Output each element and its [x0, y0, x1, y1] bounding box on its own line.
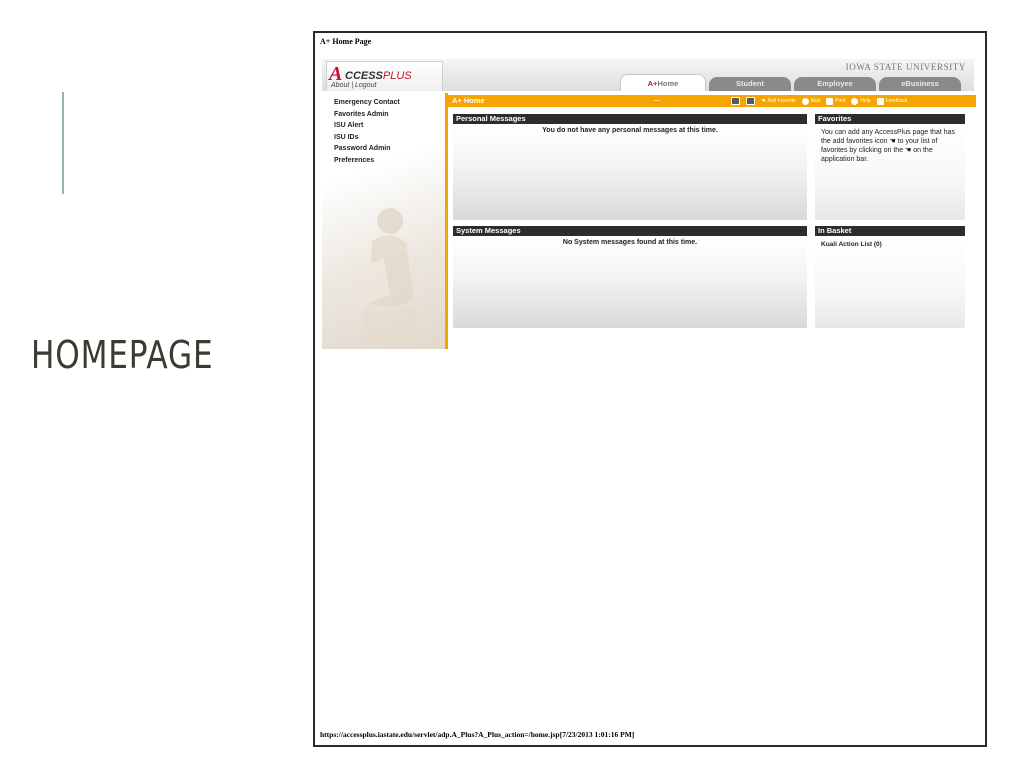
- university-name: IOWA STATE UNIVERSITY: [845, 62, 966, 72]
- browser-screenshot: [313, 31, 987, 747]
- personal-messages-panel: [453, 114, 807, 220]
- slide-title: HOMEPAGE: [31, 333, 214, 377]
- panel-heading: In Basket: [815, 226, 965, 236]
- sidebar-item-favorites-admin[interactable]: Favorites Admin: [334, 110, 389, 118]
- logo-word: CCESSPLUS: [345, 70, 412, 82]
- page-title: A+ Home Page: [320, 37, 372, 46]
- favorites-panel: [815, 114, 965, 220]
- sidebar-item-password-admin[interactable]: Password Admin: [334, 145, 391, 152]
- logo-letter: A: [329, 63, 343, 85]
- site-header: [322, 59, 974, 91]
- tab-employee[interactable]: Employee: [794, 77, 876, 91]
- panel-heading: System Messages: [453, 226, 807, 236]
- feedback-icon: [877, 98, 884, 105]
- panel-body: [453, 124, 807, 220]
- sidebar-item-isu-alert[interactable]: ISU Alert: [334, 122, 364, 129]
- app-dash: —: [653, 96, 660, 104]
- sidebar-item-preferences[interactable]: Preferences: [334, 156, 375, 164]
- next-icon[interactable]: [746, 97, 755, 105]
- panel-body: [815, 236, 965, 328]
- logo-plus: PLUS: [382, 70, 412, 82]
- panel-heading: Favorites: [815, 114, 965, 124]
- print-icon: [826, 98, 833, 105]
- slide-accent-rule: [62, 92, 64, 194]
- panel-heading: Personal Messages: [453, 114, 807, 124]
- help-button[interactable]: [851, 98, 870, 105]
- app-title: A+ Home: [452, 96, 485, 105]
- kuali-action-list-link[interactable]: Kuali Action List (0): [821, 241, 882, 248]
- add-favorite-button[interactable]: [761, 98, 796, 104]
- empty-message: No System messages found at this time.: [562, 239, 698, 246]
- tab-home-prefix: A: [647, 79, 654, 88]
- tab-student[interactable]: Student: [709, 77, 791, 91]
- feedback-button[interactable]: [877, 98, 908, 105]
- panel-body: [815, 124, 965, 220]
- accessplus-logo[interactable]: [326, 61, 443, 91]
- tab-ebusiness[interactable]: eBusiness: [879, 77, 961, 91]
- reading-person-illustration: [344, 199, 422, 344]
- feedback-label: Feedback: [885, 98, 908, 104]
- application-bar: [448, 95, 976, 107]
- tab-home-plus: +: [653, 79, 658, 88]
- panel-body: [453, 236, 807, 328]
- about-logout-link[interactable]: About | Logout: [331, 82, 377, 89]
- system-messages-panel: [453, 226, 807, 328]
- add-favorite-icon: ☚: [761, 98, 766, 104]
- help-label: Help: [860, 98, 871, 104]
- print-label: Print: [835, 98, 846, 104]
- status-bar-url: https://accessplus.iastate.edu/servlet/adp.A_Plus?A_Plus_action=/home.jsp[7/23/2013 1:01:16 PM]: [320, 730, 635, 739]
- main-tabs: [620, 74, 961, 91]
- mail-button[interactable]: [802, 98, 820, 105]
- sidebar-item-emergency-contact[interactable]: Emergency Contact: [334, 99, 400, 106]
- add-favorite-label: Add Favorite: [767, 98, 796, 104]
- in-basket-panel: [815, 226, 965, 328]
- tab-home-label: Home: [657, 79, 679, 88]
- sidebar-item-isu-ids[interactable]: ISU IDs: [334, 133, 359, 141]
- help-icon: [851, 98, 858, 105]
- main-content: [445, 93, 976, 349]
- sidebar: [322, 93, 446, 349]
- print-button[interactable]: [826, 98, 845, 105]
- prev-icon[interactable]: [731, 97, 740, 105]
- mail-label: Mail: [810, 98, 821, 104]
- mail-icon: [802, 98, 809, 105]
- tab-home[interactable]: [620, 74, 706, 91]
- app-toolbar: [731, 97, 908, 105]
- favorites-help-text: You can add any AccessPlus page that has the add favorites icon ☚ to your list of favorites by clicking on the ☚ on the application bar.: [821, 129, 956, 163]
- empty-message: You do not have any personal messages at this time.: [542, 127, 718, 134]
